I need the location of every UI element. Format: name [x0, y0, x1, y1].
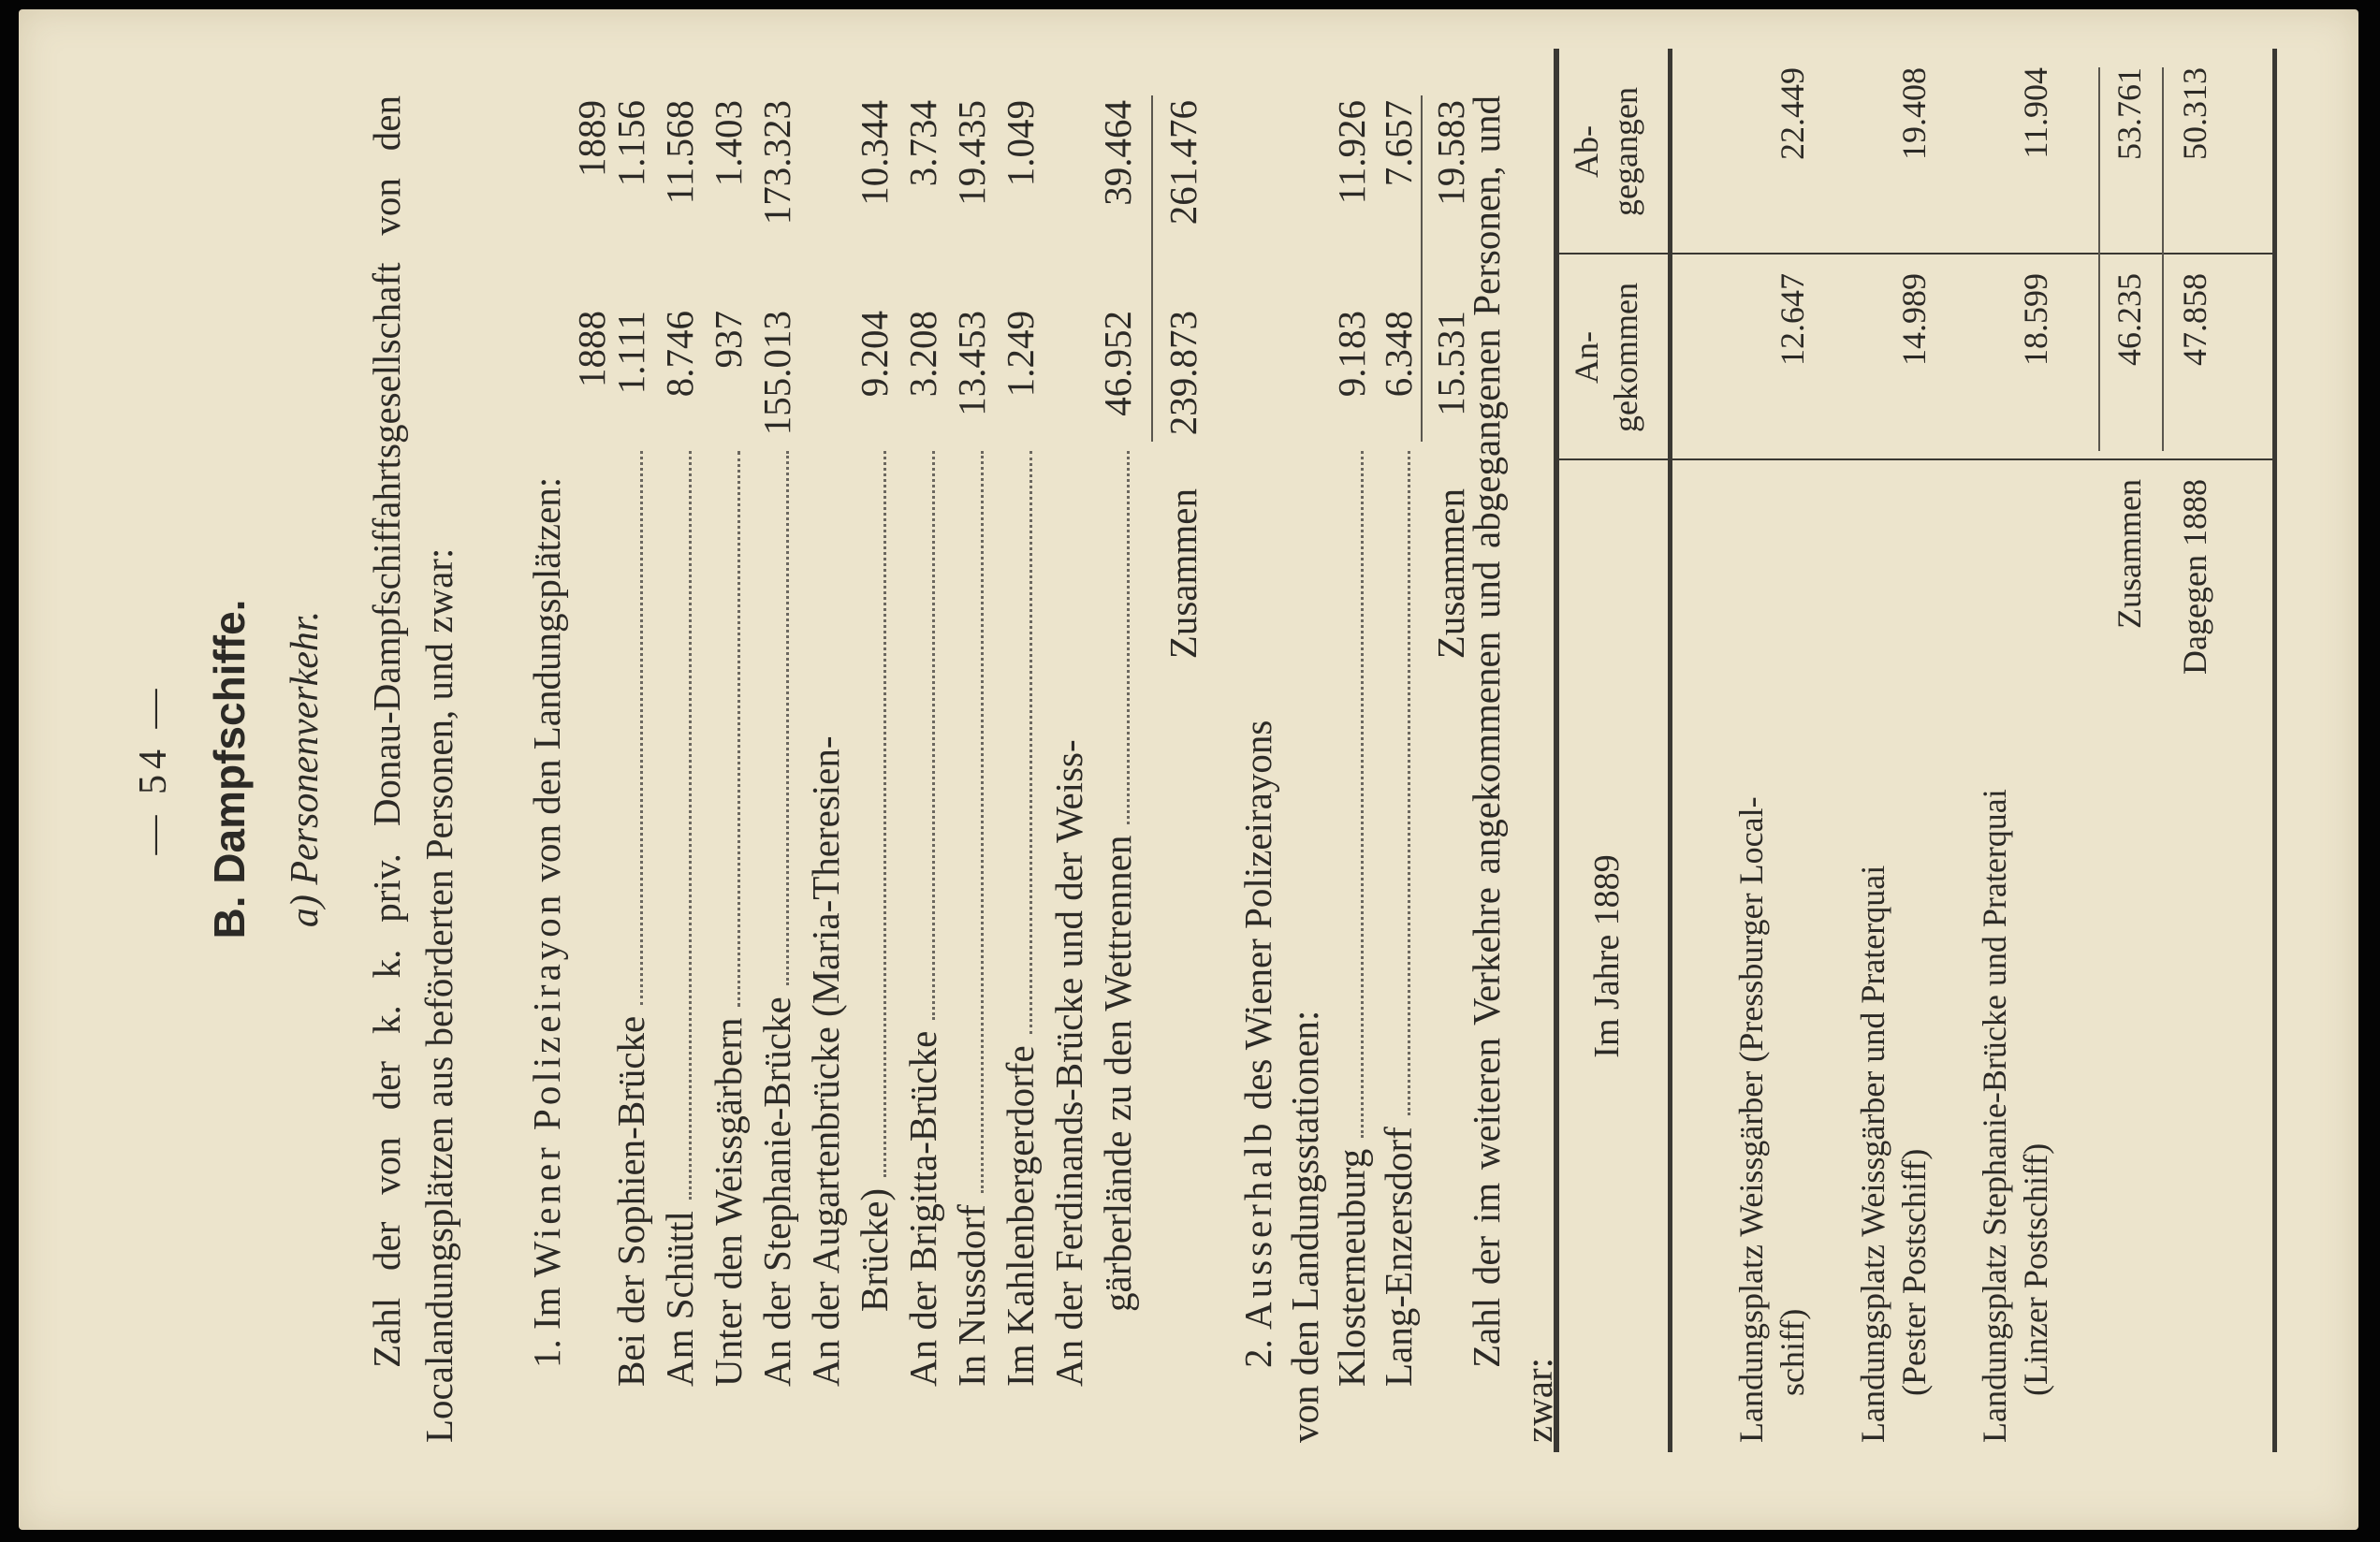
row-value-1889: 10.344: [853, 100, 896, 206]
section1-title-a: 1. Im: [525, 1277, 568, 1368]
row-label: Am Schüttl: [658, 1211, 701, 1387]
row-label: Unter den Weissgärbern: [707, 1017, 750, 1387]
section1-total-1889: 261.476: [1161, 100, 1205, 225]
leader-dots: [1029, 451, 1032, 1034]
list-item: [1046, 77, 1095, 1387]
col-head-1888: 1888: [570, 311, 613, 387]
list-item: [608, 77, 657, 1387]
leader-dots: [640, 451, 643, 1005]
row-label: An der Brigitta-Brücke: [901, 1030, 944, 1387]
list-item: [949, 77, 998, 1387]
section-heading: B. Dampfschiffe.: [205, 599, 254, 939]
table-head-label: Im Jahre 1889: [1587, 854, 1627, 1058]
list-item: [1329, 77, 1378, 1387]
row-value-1889: 1.049: [999, 100, 1042, 187]
row-label: Bei der Sophien-Brücke: [609, 1015, 652, 1387]
list-item: [900, 77, 949, 1387]
table-compare-label: Dagegen 1888: [2176, 479, 2213, 675]
table-row-departed: 19.408: [1895, 67, 1933, 160]
row-value-1888: 13.453: [950, 311, 993, 416]
table-head-departed-2: gegangen: [1607, 87, 1644, 216]
list-item: [803, 77, 852, 1387]
rotated-page-content: [28, 21, 2349, 1518]
table-head-arrived-2: gekommen: [1607, 283, 1644, 432]
leader-dots: [1408, 451, 1410, 1115]
row-value-1889: 11.926: [1330, 100, 1373, 205]
row-value-1888: 46.952: [1096, 311, 1139, 416]
list-item: [1095, 77, 1144, 1387]
section1-sum-rule: [1151, 95, 1153, 442]
table-row-arrived: 14.989: [1895, 273, 1933, 366]
table-total-departed: 53.761: [2110, 67, 2148, 160]
subsection-heading: a) Personenverkehr.: [284, 610, 327, 928]
table-bottom-rule: [2272, 49, 2277, 1452]
row-label: Im Kahlenbergerdorfe: [999, 1045, 1042, 1387]
list-item: [852, 77, 900, 1387]
section2-title: [1235, 95, 1280, 1368]
scanned-page: [19, 9, 2358, 1530]
table-head-arrived-1: An-: [1568, 331, 1605, 384]
row-value-1888: 9.204: [853, 311, 896, 398]
leader-dots: [1361, 451, 1364, 1138]
row-value-1889: 1.403: [707, 100, 750, 187]
table-total-arrived: 46.235: [2110, 273, 2148, 366]
row-label: An der Ferdinands-Brücke und der Weiss-: [1047, 739, 1090, 1387]
section2-total-1889: 19.583: [1429, 100, 1472, 206]
section1-title: [524, 95, 569, 1368]
row-label: An der Stephanie-Brücke: [755, 996, 798, 1387]
row-label: Brücke): [853, 1187, 896, 1312]
table-head-departed-1: Ab-: [1568, 125, 1605, 178]
leader-dots: [1127, 451, 1130, 824]
row-value-1889: 1.156: [609, 100, 652, 187]
row-value-1889: 3.734: [901, 100, 944, 187]
row-label: An der Augartenbrücke (Maria-Theresien-: [804, 735, 847, 1387]
section2-title-line2: von den Landungsstationen:: [1283, 1010, 1326, 1443]
list-item: [998, 77, 1046, 1387]
table-total-label: Zusammen: [2110, 479, 2148, 629]
section1-title-c: von den Landungsplätzen:: [525, 476, 568, 892]
row-value-1889: 11.568: [658, 100, 701, 205]
leader-dots: [737, 451, 740, 1007]
second-paragraph: Zahl der im weiteren Verkehre angekommenen und abgegangenen Personen, und zwar:: [1465, 95, 1560, 1443]
list-item: [1376, 77, 1424, 1387]
col-head-1889: 1889: [570, 100, 613, 177]
table-row-label-cont: schiff): [1774, 1308, 1811, 1396]
list-item: [657, 77, 706, 1387]
section1-title-b: Wiener Polizeirayon: [525, 891, 568, 1278]
row-value-1888: 8.746: [658, 311, 701, 398]
row-value-1889: 19.435: [950, 100, 993, 206]
leader-dots: [981, 451, 984, 1193]
section1-total-label: Zusammen: [1161, 488, 1205, 660]
row-value-1888: 937: [707, 311, 750, 369]
row-label: Klosterneuburg: [1330, 1148, 1373, 1387]
section2-total-label: Zusammen: [1429, 488, 1472, 660]
intro-paragraph: Zahl der von der k. k. priv. Donau-Dampfschiffahrtsgesellschaft von den Localandungsplätzen aus beförderten Personen, und zwar:: [365, 95, 460, 1443]
table-row-label: Landungsplatz Stephanie-Brücke und Praterquai: [1976, 789, 2013, 1443]
section2-sum-rule: [1421, 95, 1423, 442]
row-value-1888: 155.013: [755, 311, 798, 436]
section2-total-1888: 15.531: [1429, 311, 1472, 416]
row-label: Lang-Enzersdorf: [1377, 1127, 1420, 1387]
table-row-arrived: 18.599: [2017, 273, 2054, 366]
section2-title-c: des Wiener Polizeirayons: [1236, 720, 1279, 1120]
table-row-departed: 11.904: [2017, 67, 2054, 159]
table-header-rule: [1668, 49, 1672, 1452]
section2-title-a: 2.: [1236, 1330, 1279, 1368]
table-row-label: Landungsplatz Weissgärber (Pressburger Local-: [1732, 796, 1770, 1443]
section1-total-1888: 239.873: [1161, 311, 1205, 436]
list-item: [754, 77, 803, 1387]
row-label: In Nussdorf: [950, 1204, 993, 1387]
leader-dots: [689, 451, 692, 1200]
table-compare-departed: 50.313: [2176, 67, 2213, 160]
row-value-1888: 1.111: [609, 311, 652, 395]
row-value-1889: 39.464: [1096, 100, 1139, 206]
row-value-1888: 6.348: [1377, 311, 1420, 398]
leader-dots: [883, 451, 886, 1177]
table-compare-arrived: 47.858: [2176, 273, 2213, 366]
table-top-rule: [1554, 49, 1559, 1452]
row-value-1889: 7.657: [1377, 100, 1420, 187]
table-row-label: Landungsplatz Weissgärber und Praterquai: [1854, 865, 1891, 1443]
table-row-departed: 22.449: [1774, 67, 1811, 160]
table-row-arrived: 12.647: [1774, 273, 1811, 366]
table-sum-rule: [2098, 67, 2100, 451]
page-number: — 54 —: [132, 683, 175, 855]
row-value-1888: 9.183: [1330, 311, 1373, 398]
row-value-1889: 173.323: [755, 100, 798, 225]
row-value-1888: 3.208: [901, 311, 944, 398]
traffic-table: [1554, 49, 2274, 1452]
list-item: [706, 77, 754, 1387]
row-value-1888: 1.249: [999, 311, 1042, 398]
table-compare-rule: [2162, 67, 2164, 451]
table-row-label-cont: (Pester Postschiff): [1895, 1148, 1933, 1396]
row-label: gärberlände zu den Wettrennen: [1096, 835, 1139, 1312]
table-row-label-cont: (Linzer Postschiff): [2017, 1142, 2054, 1396]
section2-title-b: Ausserhalb: [1236, 1119, 1279, 1330]
leader-dots: [786, 451, 789, 985]
leader-dots: [932, 451, 935, 1020]
